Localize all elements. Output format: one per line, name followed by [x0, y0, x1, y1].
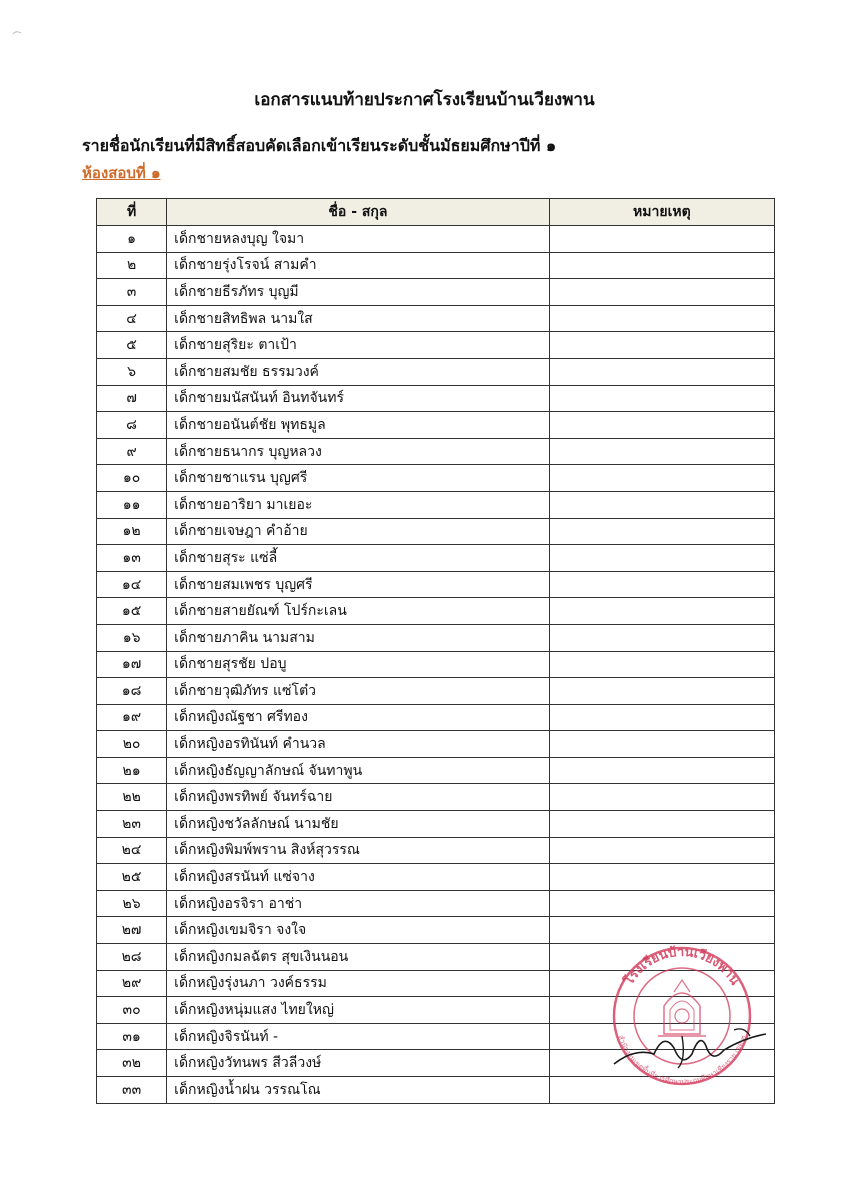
row-number: ๑๙ [97, 704, 167, 731]
seal-emblem [658, 980, 706, 1036]
row-number: ๑๕ [97, 598, 167, 625]
row-number: ๒๑ [97, 757, 167, 784]
student-name: เด็กหญิงรุ่งนภา วงค์ธรรม [167, 970, 550, 997]
row-number: ๕ [97, 332, 167, 359]
row-number: ๒๓ [97, 811, 167, 838]
row-number: ๓๑ [97, 1023, 167, 1050]
table-header-row [97, 199, 775, 226]
row-number: ๓๓ [97, 1077, 167, 1104]
student-name: เด็กชายมนัสนันท์ อินทจันทร์ [167, 385, 550, 412]
row-note [549, 438, 774, 465]
student-name: เด็กหญิงอรทินันท์ คำนวล [167, 731, 550, 758]
row-note [549, 545, 774, 572]
student-name: เด็กหญิงพรทิพย์ จันทร์ฉาย [167, 784, 550, 811]
row-note [549, 412, 774, 439]
column-header-name: ชื่อ - สกุล [167, 199, 550, 226]
row-note [549, 465, 774, 492]
row-note [549, 491, 774, 518]
student-name: เด็กชายสุระ แซ่ลี้ [167, 545, 550, 572]
row-note [549, 837, 774, 864]
row-number: ๑๓ [97, 545, 167, 572]
student-name: เด็กหญิงน้ำฝน วรรณโณ [167, 1077, 550, 1104]
student-name: เด็กชายสายยัณฑ์ โปร์กะเลน [167, 598, 550, 625]
student-name: เด็กหญิงณัฐชา ศรีทอง [167, 704, 550, 731]
row-number: ๙ [97, 438, 167, 465]
seal-bottom-text: สำนักงานเขตพื้นที่การศึกษาประถมศึกษาเชียงราย เขต ๓ [616, 1034, 748, 1086]
student-name: เด็กชายอนันต์ชัย พุทธมูล [167, 412, 550, 439]
student-name: เด็กหญิงเขมจิรา จงใจ [167, 917, 550, 944]
table-row [97, 811, 775, 838]
table-row [97, 731, 775, 758]
row-note [549, 279, 774, 306]
row-number: ๒๖ [97, 890, 167, 917]
row-note [549, 811, 774, 838]
student-name: เด็กหญิงชวัลลักษณ์ นามชัย [167, 811, 550, 838]
table-row [97, 571, 775, 598]
table-row [97, 332, 775, 359]
row-number: ๒๘ [97, 944, 167, 971]
student-name: เด็กหญิงพิมพ์พราน สิงห์สุวรรณ [167, 837, 550, 864]
table-row [97, 545, 775, 572]
row-note [549, 864, 774, 891]
row-number: ๘ [97, 412, 167, 439]
row-number: ๒๔ [97, 837, 167, 864]
student-name: เด็กชายสุริยะ ตาเป้า [167, 332, 550, 359]
student-name: เด็กหญิงอรจิรา อาช่า [167, 890, 550, 917]
student-name: เด็กชายรุ่งโรจน์ สามคำ [167, 252, 550, 279]
student-name: เด็กชายชาแรน บุญศรี [167, 465, 550, 492]
table-row [97, 252, 775, 279]
row-number: ๗ [97, 385, 167, 412]
row-number: ๑ [97, 226, 167, 253]
row-note [549, 305, 774, 332]
row-note [549, 704, 774, 731]
column-header-number: ที่ [97, 199, 167, 226]
student-name: เด็กชายภาคิน นามสาม [167, 624, 550, 651]
row-number: ๑๗ [97, 651, 167, 678]
row-number: ๑๑ [97, 491, 167, 518]
student-name: เด็กหญิงสรนันท์ แซ่จาง [167, 864, 550, 891]
row-note [549, 385, 774, 412]
row-number: ๓ [97, 279, 167, 306]
student-name: เด็กหญิงจิรนันท์ - [167, 1023, 550, 1050]
student-name: เด็กชายเจษฎา คำอ้าย [167, 518, 550, 545]
table-row [97, 279, 775, 306]
student-name: เด็กชายวุฒิภัทร แซ่โต๋ว [167, 678, 550, 705]
student-name: เด็กหญิงกมลฉัตร สุขเงินนอน [167, 944, 550, 971]
table-row [97, 784, 775, 811]
student-name: เด็กหญิงหนุ่มแสง ไทยใหญ่ [167, 997, 550, 1024]
table-row [97, 491, 775, 518]
student-name: เด็กชายสิทธิพล นามใส [167, 305, 550, 332]
table-row [97, 624, 775, 651]
student-name: เด็กชายหลงบุญ ใจมา [167, 226, 550, 253]
table-row [97, 358, 775, 385]
table-row [97, 305, 775, 332]
page-title: เอกสารแนบท้ายประกาศโรงเรียนบ้านเวียงพาน [254, 90, 595, 110]
student-name: เด็กชายสมชัย ธรรมวงค์ [167, 358, 550, 385]
table-row [97, 864, 775, 891]
table-row [97, 385, 775, 412]
row-number: ๑๒ [97, 518, 167, 545]
table-row [97, 837, 775, 864]
row-number: ๒๒ [97, 784, 167, 811]
row-note [549, 678, 774, 705]
student-name: เด็กชายสมเพชร บุญศรี [167, 571, 550, 598]
row-number: ๒๗ [97, 917, 167, 944]
row-note [549, 571, 774, 598]
table-row [97, 226, 775, 253]
table-row [97, 704, 775, 731]
row-number: ๑๘ [97, 678, 167, 705]
row-number: ๑๖ [97, 624, 167, 651]
table-row [97, 757, 775, 784]
table-row [97, 412, 775, 439]
row-note [549, 226, 774, 253]
table-row [97, 465, 775, 492]
student-name: เด็กหญิงวัทนพร สีวลีวงษ์ [167, 1050, 550, 1077]
student-name: เด็กหญิงธัญญาลักษณ์ จันทาพูน [167, 757, 550, 784]
table-row [97, 890, 775, 917]
student-name: เด็กชายสุรชัย ปอบู [167, 651, 550, 678]
table-row [97, 651, 775, 678]
row-number: ๖ [97, 358, 167, 385]
row-note [549, 332, 774, 359]
row-note [549, 518, 774, 545]
table-row [97, 678, 775, 705]
row-number: ๒ [97, 252, 167, 279]
row-note [549, 651, 774, 678]
row-note [549, 731, 774, 758]
row-note [549, 598, 774, 625]
row-number: ๒๐ [97, 731, 167, 758]
corner-scan-mark [12, 30, 22, 36]
row-note [549, 890, 774, 917]
row-note [549, 784, 774, 811]
school-seal-stamp [594, 936, 770, 1086]
table-row [97, 598, 775, 625]
row-number: ๓๒ [97, 1050, 167, 1077]
student-name: เด็กชายอาริยา มาเยอะ [167, 491, 550, 518]
row-number: ๑๔ [97, 571, 167, 598]
row-number: ๑๐ [97, 465, 167, 492]
row-number: ๓๐ [97, 997, 167, 1024]
student-name: เด็กชายธีรภัทร บุญมี [167, 279, 550, 306]
column-header-note: หมายเหตุ [549, 199, 774, 226]
student-name: เด็กชายธนากร บุญหลวง [167, 438, 550, 465]
seal-top-text: โรงเรียนบ้านเวียงพาน [621, 944, 743, 988]
table-row [97, 438, 775, 465]
row-number: ๒๙ [97, 970, 167, 997]
row-number: ๒๕ [97, 864, 167, 891]
table-row [97, 518, 775, 545]
row-note [549, 252, 774, 279]
row-note [549, 358, 774, 385]
document-subtitle: รายชื่อนักเรียนที่มีสิทธิ์สอบคัดเลือกเข้าเรียนระดับชั้นมัธยมศึกษาปีที่ ๑ [82, 136, 557, 155]
exam-room-label: ห้องสอบที่ ๑ [82, 164, 161, 182]
row-note [549, 757, 774, 784]
row-number: ๔ [97, 305, 167, 332]
row-note [549, 624, 774, 651]
